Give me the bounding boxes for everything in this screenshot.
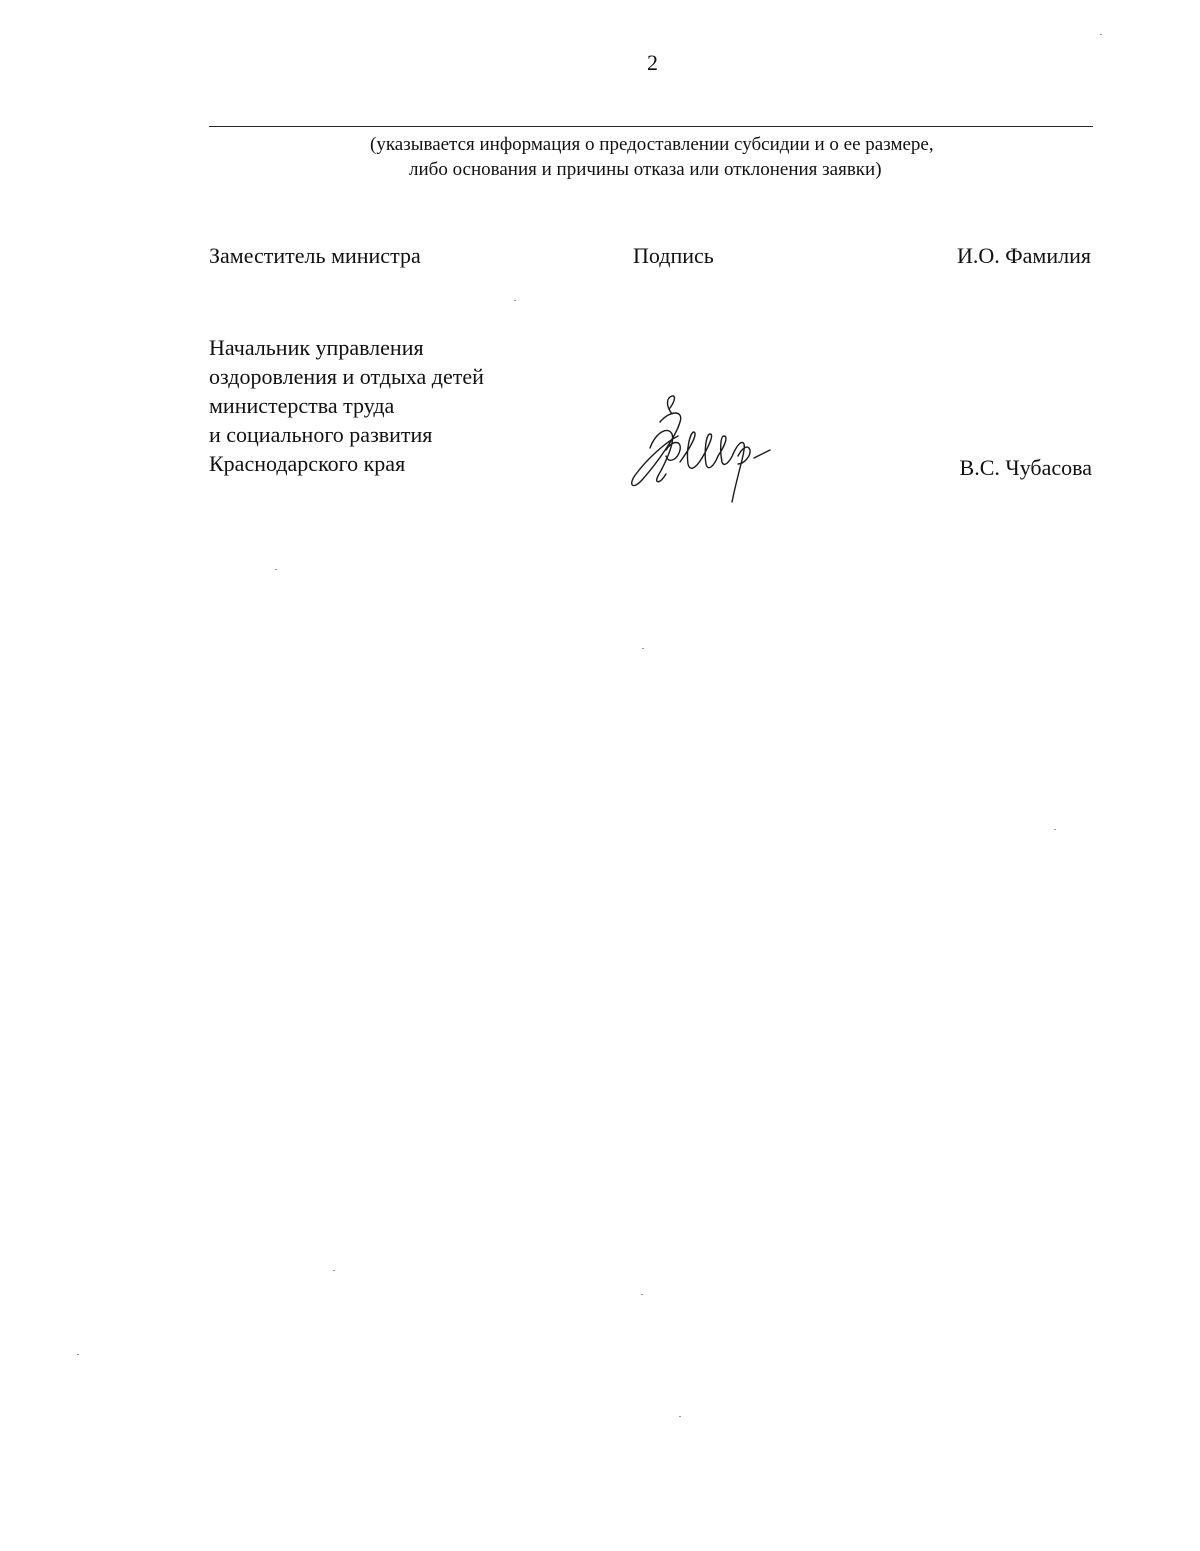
head-title-line: Начальник управления: [209, 335, 424, 360]
scan-speck: [77, 1354, 79, 1355]
scan-speck: [1100, 34, 1102, 35]
scan-speck: [642, 648, 644, 649]
fill-in-caption-line-2: либо основания и причины отказа или отклонения заявки): [409, 159, 882, 180]
head-of-department-title: [209, 333, 484, 478]
head-of-department-name: В.С. Чубасова: [959, 455, 1092, 480]
head-title-line: Краснодарского края: [209, 451, 406, 476]
fill-in-line: [209, 126, 1093, 127]
scan-speck: [275, 569, 277, 570]
deputy-minister-title: Заместитель министра: [209, 243, 421, 268]
scan-speck: [333, 1270, 335, 1271]
head-title-line: и социального развития: [209, 422, 433, 447]
deputy-minister-name-placeholder: И.О. Фамилия: [957, 243, 1091, 268]
page-number: 2: [647, 50, 658, 75]
scan-speck: [641, 1294, 643, 1295]
scan-speck: [1054, 829, 1056, 830]
head-title-line: оздоровления и отдыха детей: [209, 364, 484, 389]
fill-in-caption-line-1: (указывается информация о предоставлении субсидии и о ее размере,: [370, 134, 934, 155]
scan-speck: [679, 1416, 681, 1417]
scan-speck: [514, 300, 516, 301]
head-title-line: министерства труда: [209, 393, 395, 418]
signature-label: Подпись: [633, 243, 714, 268]
handwritten-signature: [620, 392, 790, 507]
